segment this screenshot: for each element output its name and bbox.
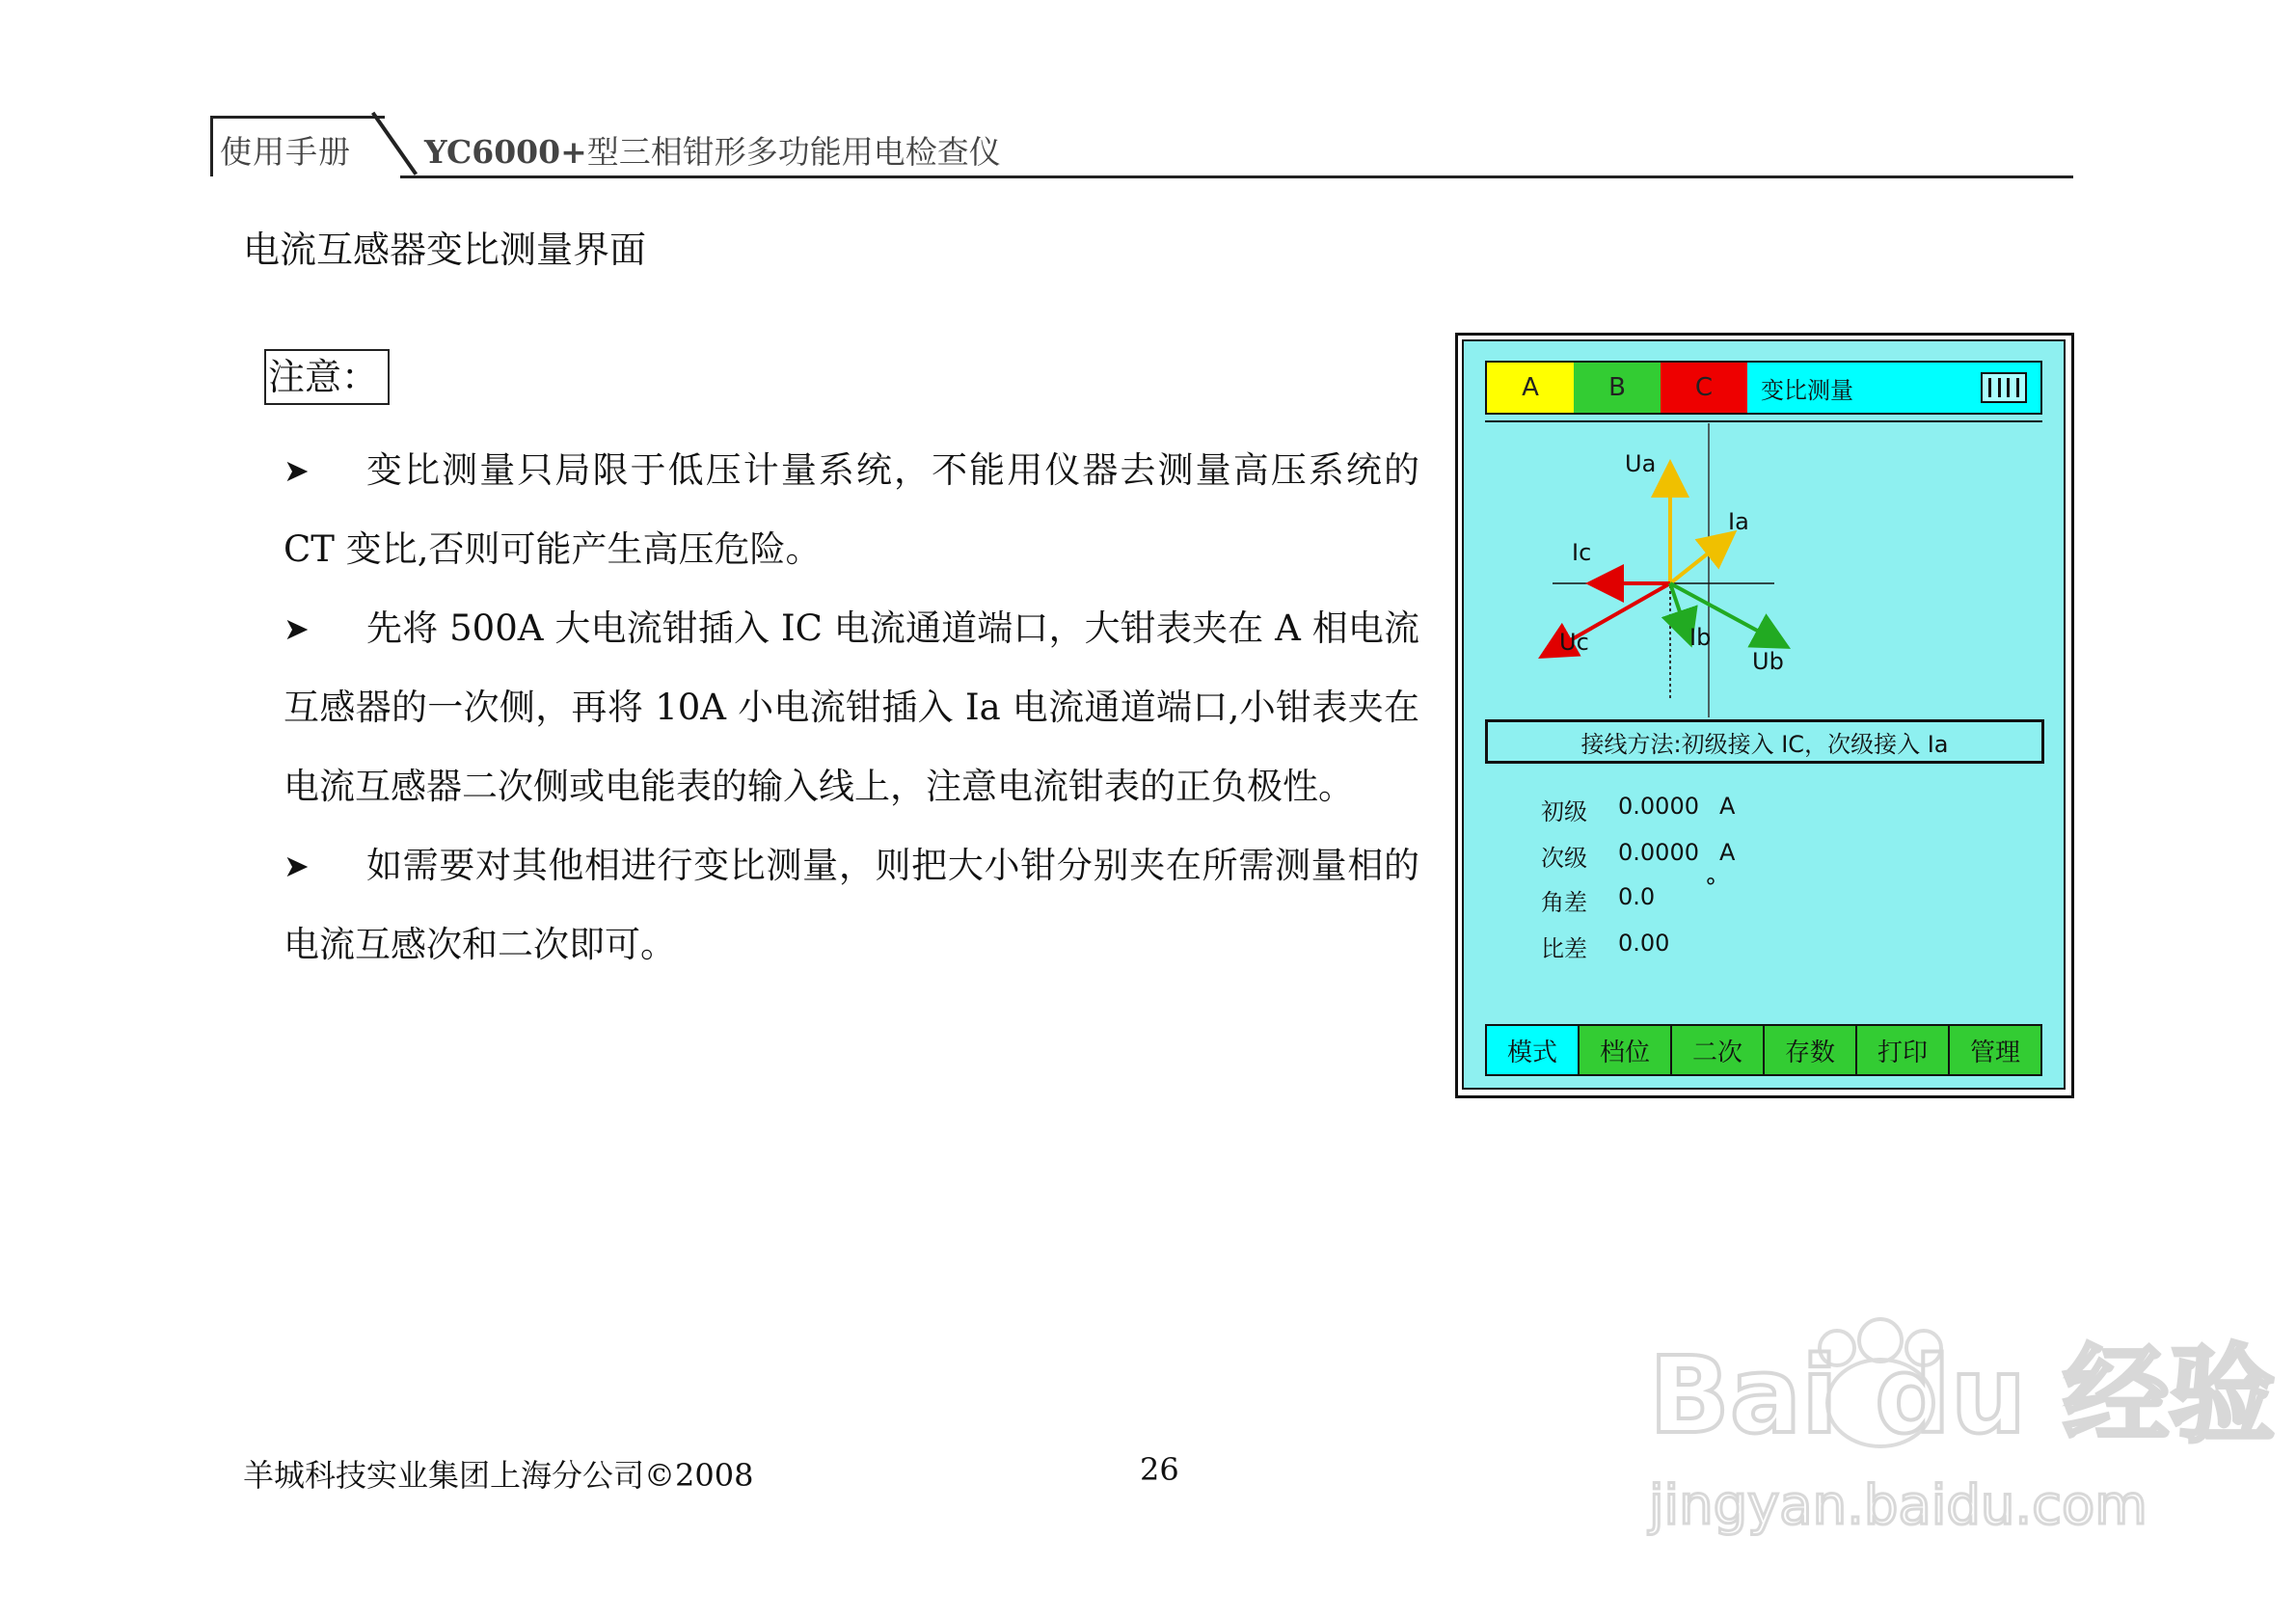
header-rule <box>400 175 2073 178</box>
header-manual-label: 使用手册 <box>220 133 351 171</box>
reading-row <box>1541 874 1716 917</box>
manage-button[interactable]: 管理 <box>1969 1038 2020 1067</box>
reading-label: 初级 <box>1541 798 1587 825</box>
device-top-bar <box>1485 361 2042 415</box>
arrow-bullet-icon: ➤ <box>284 848 310 884</box>
ib-label: Ib <box>1689 624 1712 651</box>
reading-unit: ° <box>1705 874 1716 901</box>
ic-label: Ic <box>1572 539 1592 566</box>
paragraph-text: 先将 500A 大电流钳插入 IC 电流通道端口，大钳表夹在 A 相电流互感器的一次侧，再将 10A 小电流钳插入 Ia 电流通道端口,小钳表夹在电流互感器二次侧或电能表的输入线上，注意电流钳表的正负极性。 <box>284 607 1419 807</box>
notice-box: 注意： <box>264 349 390 405</box>
secondary-button[interactable]: 二次 <box>1672 1026 1765 1074</box>
ia-label: Ia <box>1728 508 1749 535</box>
device-screen <box>1462 339 2066 1090</box>
reading-label: 角差 <box>1541 889 1587 916</box>
paragraph-1 <box>284 431 1419 589</box>
reading-row <box>1541 930 1719 963</box>
baidu-watermark-logo <box>1639 1273 2276 1562</box>
phase-tab-a[interactable]: A <box>1487 363 1574 413</box>
print-button[interactable]: 打印 <box>1857 1026 1950 1074</box>
footer-company: 羊城科技实业集团上海分公司©2008 <box>243 1457 754 1494</box>
ub-label: Ub <box>1752 648 1784 675</box>
reading-value: 0.00 <box>1618 930 1670 957</box>
reading-unit: A <box>1719 793 1736 820</box>
wiring-instruction: 接线方法:初级接入 IC，次级接入 Ia <box>1485 719 2044 764</box>
phase-tab-c[interactable]: C <box>1661 363 1747 413</box>
device-toolbar <box>1485 1024 2042 1076</box>
reading-unit: A <box>1719 839 1736 866</box>
paragraph-3 <box>284 826 1419 985</box>
reading-value: 0.0000 <box>1618 793 1699 820</box>
reading-value: 0.0000 <box>1618 839 1699 866</box>
reading-value: 0.0 <box>1618 883 1656 910</box>
reading-label: 次级 <box>1541 845 1587 872</box>
paragraph-text: 如需要对其他相进行变比测量，则把大小钳分别夹在所需测量相的电流互感次和二次即可。 <box>284 845 1419 965</box>
arrow-bullet-icon: ➤ <box>284 452 310 489</box>
range-button[interactable]: 档位 <box>1580 1026 1672 1074</box>
paragraph-text: 变比测量只局限于低压计量系统，不能用仪器去测量高压系统的 CT 变比,否则可能产生高压危险。 <box>284 449 1419 570</box>
reading-row <box>1541 793 1735 826</box>
reading-label: 比差 <box>1541 935 1587 962</box>
save-button[interactable]: 存数 <box>1765 1026 1857 1074</box>
uc-label: Uc <box>1559 629 1589 656</box>
page-number: 26 <box>1140 1451 1179 1488</box>
mode-button[interactable]: 模式 <box>1487 1026 1580 1074</box>
arrow-bullet-icon: ➤ <box>284 610 310 647</box>
reading-row <box>1541 839 1735 873</box>
header-product-title <box>424 127 1001 173</box>
battery-icon <box>1981 372 2027 403</box>
section-title: 电流互感器变比测量界面 <box>243 229 647 271</box>
ia-vector <box>1670 535 1731 583</box>
paragraph-2 <box>284 589 1419 826</box>
ua-label: Ua <box>1625 450 1657 477</box>
watermark-brand: Bai du 经验 <box>1649 1334 2276 1457</box>
phasor-diagram <box>1485 423 2039 717</box>
notice-paragraphs <box>284 431 1419 985</box>
watermark-url: jingyan.baidu.com <box>1649 1474 2147 1537</box>
phase-tab-b[interactable]: B <box>1574 363 1661 413</box>
header-product-name: 型三相钳形多功能用电检查仪 <box>586 133 1001 171</box>
mode-title: 变比测量 <box>1761 376 1853 404</box>
screen-divider <box>1485 420 2042 422</box>
header-model: YC6000+ <box>424 133 587 171</box>
